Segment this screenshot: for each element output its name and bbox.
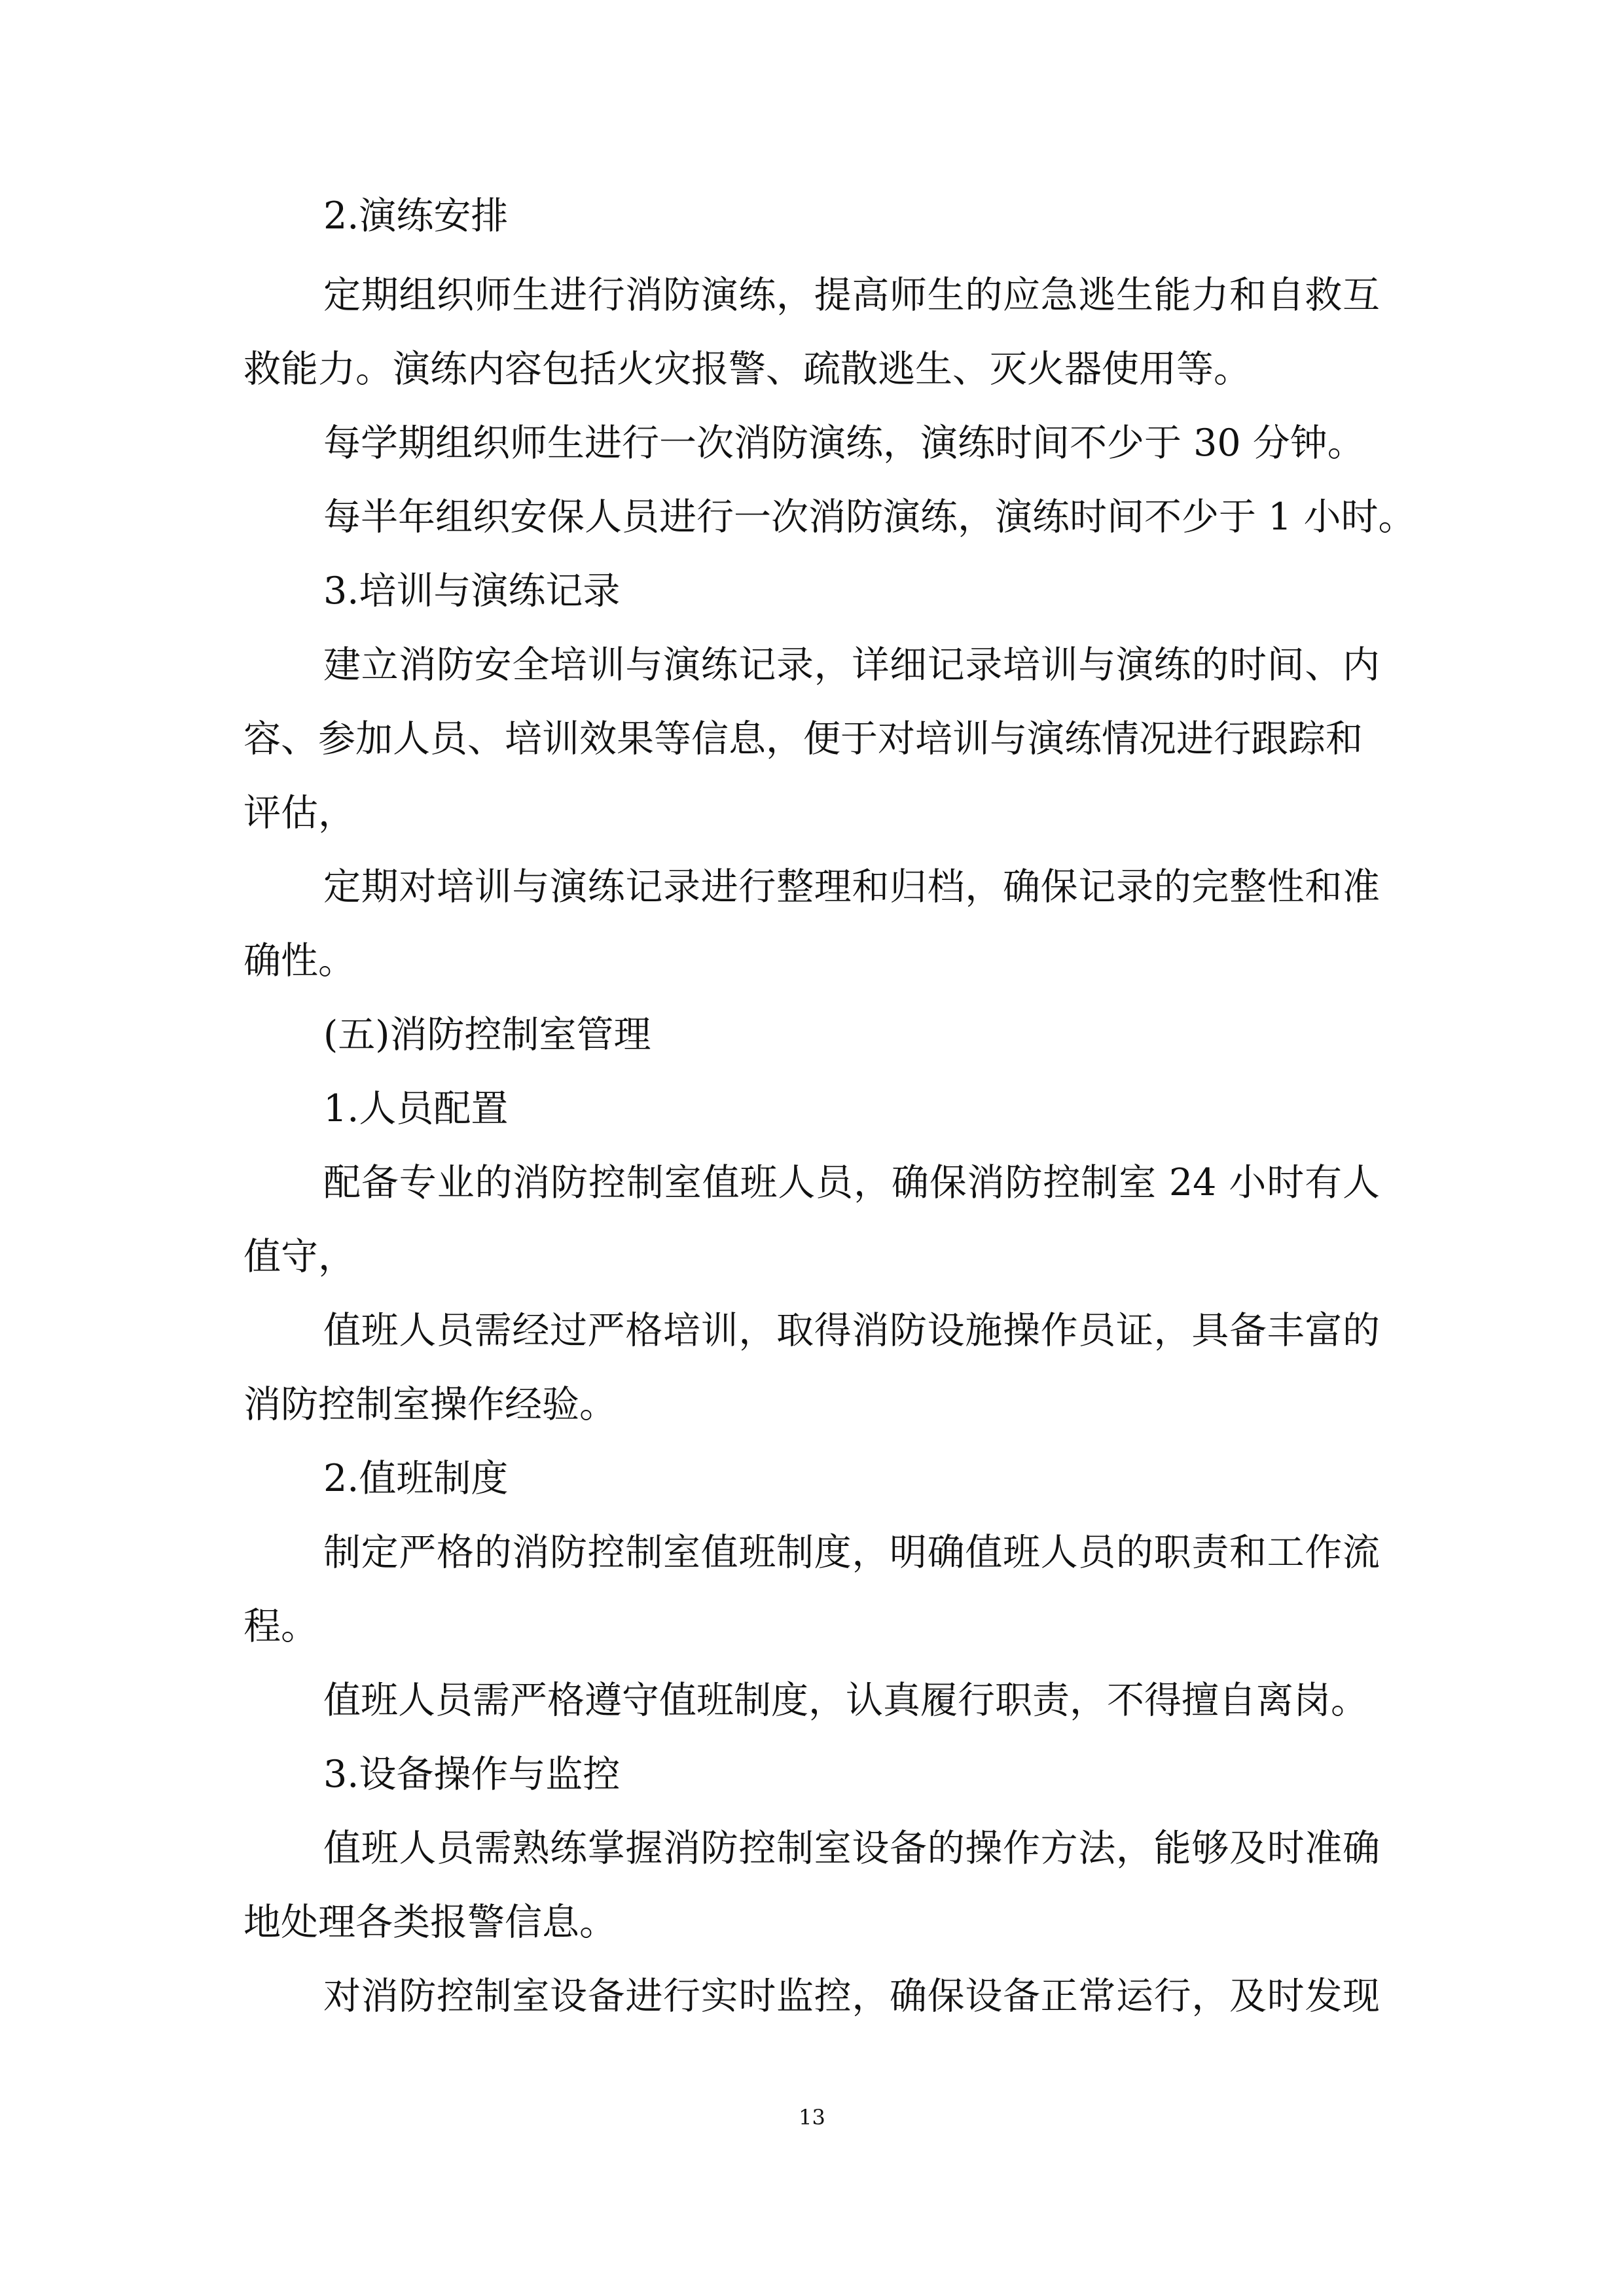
section-heading: 3.培训与演练记录: [323, 569, 621, 613]
paragraph-line: 定期组织师生进行消防演练，提高师生的应急逃生能力和自救互: [323, 274, 1380, 317]
paragraph-line: 建立消防安全培训与演练记录，详细记录培训与演练的时间、内: [323, 643, 1380, 687]
paragraph-line: 值班人员需熟练掌握消防控制室设备的操作方法，能够及时准确: [323, 1827, 1380, 1870]
paragraph-line: 容、参加人员、培训效果等信息，便于对培训与演练情况进行跟踪和: [244, 717, 1363, 761]
paragraph-line: 值班人员需经过严格培训，取得消防设施操作员证，具备丰富的: [323, 1309, 1380, 1352]
section-heading: 1.人员配置: [323, 1087, 509, 1130]
paragraph-line: 地处理各类报警信息。: [244, 1901, 617, 1944]
section-heading: 3.设备操作与监控: [323, 1753, 621, 1796]
paragraph-line: 配备专业的消防控制室值班人员，确保消防控制室 24 小时有人: [323, 1161, 1380, 1204]
paragraph-line: 救能力。演练内容包括火灾报警、疏散逃生、灭火器使用等。: [244, 348, 1251, 391]
paragraph-line: 制定严格的消防控制室值班制度，明确值班人员的职责和工作流: [323, 1531, 1380, 1574]
paragraph-line: 定期对培训与演练记录进行整理和归档，确保记录的完整性和准: [323, 865, 1380, 908]
paragraph-line: 每半年组织安保人员进行一次消防演练，演练时间不少于 1 小时。: [323, 495, 1416, 539]
paragraph-line: 确性。: [244, 939, 355, 982]
paragraph-line: 每学期组织师生进行一次消防演练，演练时间不少于 30 分钟。: [323, 422, 1365, 465]
paragraph-line: 消防控制室操作经验。: [244, 1383, 617, 1426]
paragraph-line: 值班人员需严格遵守值班制度，认真履行职责，不得擅自离岗。: [323, 1679, 1368, 1722]
page-number: 13: [799, 2105, 825, 2130]
section-heading: (五)消防控制室管理: [323, 1013, 651, 1056]
section-heading: 2.值班制度: [323, 1457, 509, 1500]
paragraph-line: 值守，: [244, 1235, 355, 1278]
paragraph-line: 对消防控制室设备进行实时监控，确保设备正常运行，及时发现: [323, 1975, 1380, 2018]
paragraph-line: 评估，: [244, 791, 355, 834]
paragraph-line: 程。: [244, 1605, 318, 1648]
section-heading: 2.演练安排: [323, 194, 509, 238]
